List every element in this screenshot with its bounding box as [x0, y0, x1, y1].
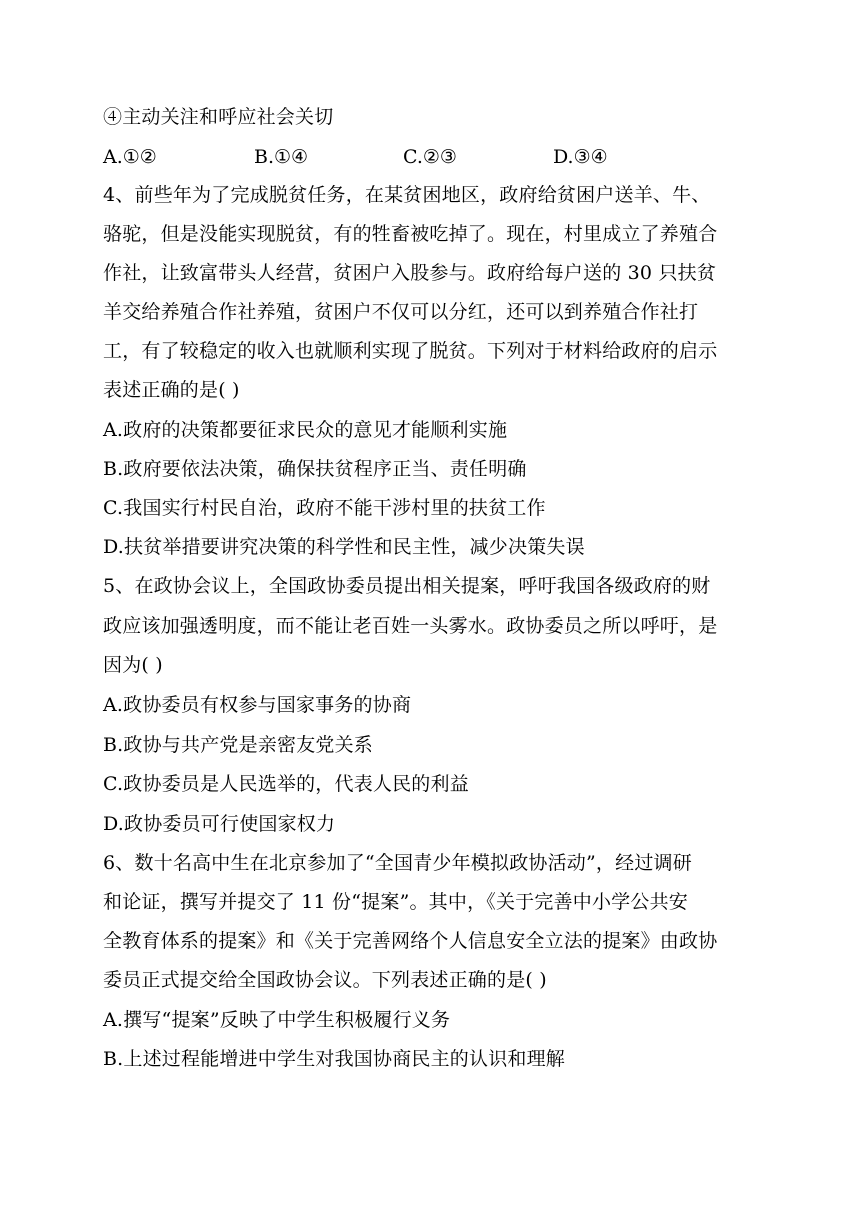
- q3-option-d: D.③④: [553, 146, 608, 168]
- q5-stem-line-2: 政应该加强透明度，而不能让老百姓一头雾水。政协委员之所以呼吁，是: [103, 615, 718, 637]
- q4-option-b: B.政府要依法决策，确保扶贫程序正当、责任明确: [103, 458, 527, 480]
- q4-stem-line-6: 表述正确的是( ): [103, 379, 240, 401]
- q4-stem-line-1: 4、前些年为了完成脱贫任务，在某贫困地区，政府给贫困户送羊、牛、: [103, 184, 711, 206]
- q3-option-a: A.①②: [103, 146, 157, 168]
- q3-option-b: B.①④: [254, 146, 309, 168]
- q6-option-a: A.撰写“提案”反映了中学生积极履行义务: [103, 1009, 451, 1031]
- q6-stem-line-4: 委员正式提交给全国政协会议。下列表述正确的是( ): [103, 969, 547, 991]
- q3-item-4: ④主动关注和呼应社会关切: [103, 106, 334, 128]
- q4-stem-line-5: 工，有了较稳定的收入也就顺利实现了脱贫。下列对于材料给政府的启示: [103, 340, 718, 362]
- q5-option-d: D.政协委员可行使国家权力: [103, 813, 336, 835]
- q6-option-b: B.上述过程能增进中学生对我国协商民主的认识和理解: [103, 1048, 566, 1070]
- q5-option-a: A.政协委员有权参与国家事务的协商: [103, 694, 412, 716]
- q6-stem-line-3: 全教育体系的提案》和《关于完善网络个人信息安全立法的提案》由政协: [103, 930, 718, 952]
- q3-option-c: C.②③: [403, 146, 457, 168]
- q4-stem-line-4: 羊交给养殖合作社养殖，贫困户不仅可以分红，还可以到养殖合作社打: [103, 301, 699, 323]
- q5-stem-line-3: 因为( ): [103, 654, 163, 676]
- q4-stem-line-3: 作社，让致富带头人经营，贫困户入股参与。政府给每户送的 30 只扶贫: [103, 262, 717, 284]
- q4-option-d: D.扶贫举措要讲究决策的科学性和民主性，减少决策失误: [103, 536, 585, 558]
- q4-stem-line-2: 骆驼，但是没能实现脱贫，有的牲畜被吃掉了。现在，村里成立了养殖合: [103, 223, 718, 245]
- q6-stem-line-2: 和论证，撰写并提交了 11 份“提案”。其中，《关于完善中小学公共安: [103, 891, 688, 913]
- q6-stem-line-1: 6、数十名高中生在北京参加了“全国青少年模拟政协活动”，经过调研: [103, 852, 692, 874]
- q4-option-a: A.政府的决策都要征求民众的意见才能顺利实施: [103, 419, 508, 441]
- q5-option-c: C.政协委员是人民选举的，代表人民的利益: [103, 773, 469, 795]
- q5-stem-line-1: 5、在政协会议上，全国政协委员提出相关提案，呼吁我国各级政府的财: [103, 575, 711, 597]
- q4-option-c: C.我国实行村民自治，政府不能干涉村里的扶贫工作: [103, 497, 546, 519]
- q5-option-b: B.政协与共产党是亲密友党关系: [103, 734, 374, 756]
